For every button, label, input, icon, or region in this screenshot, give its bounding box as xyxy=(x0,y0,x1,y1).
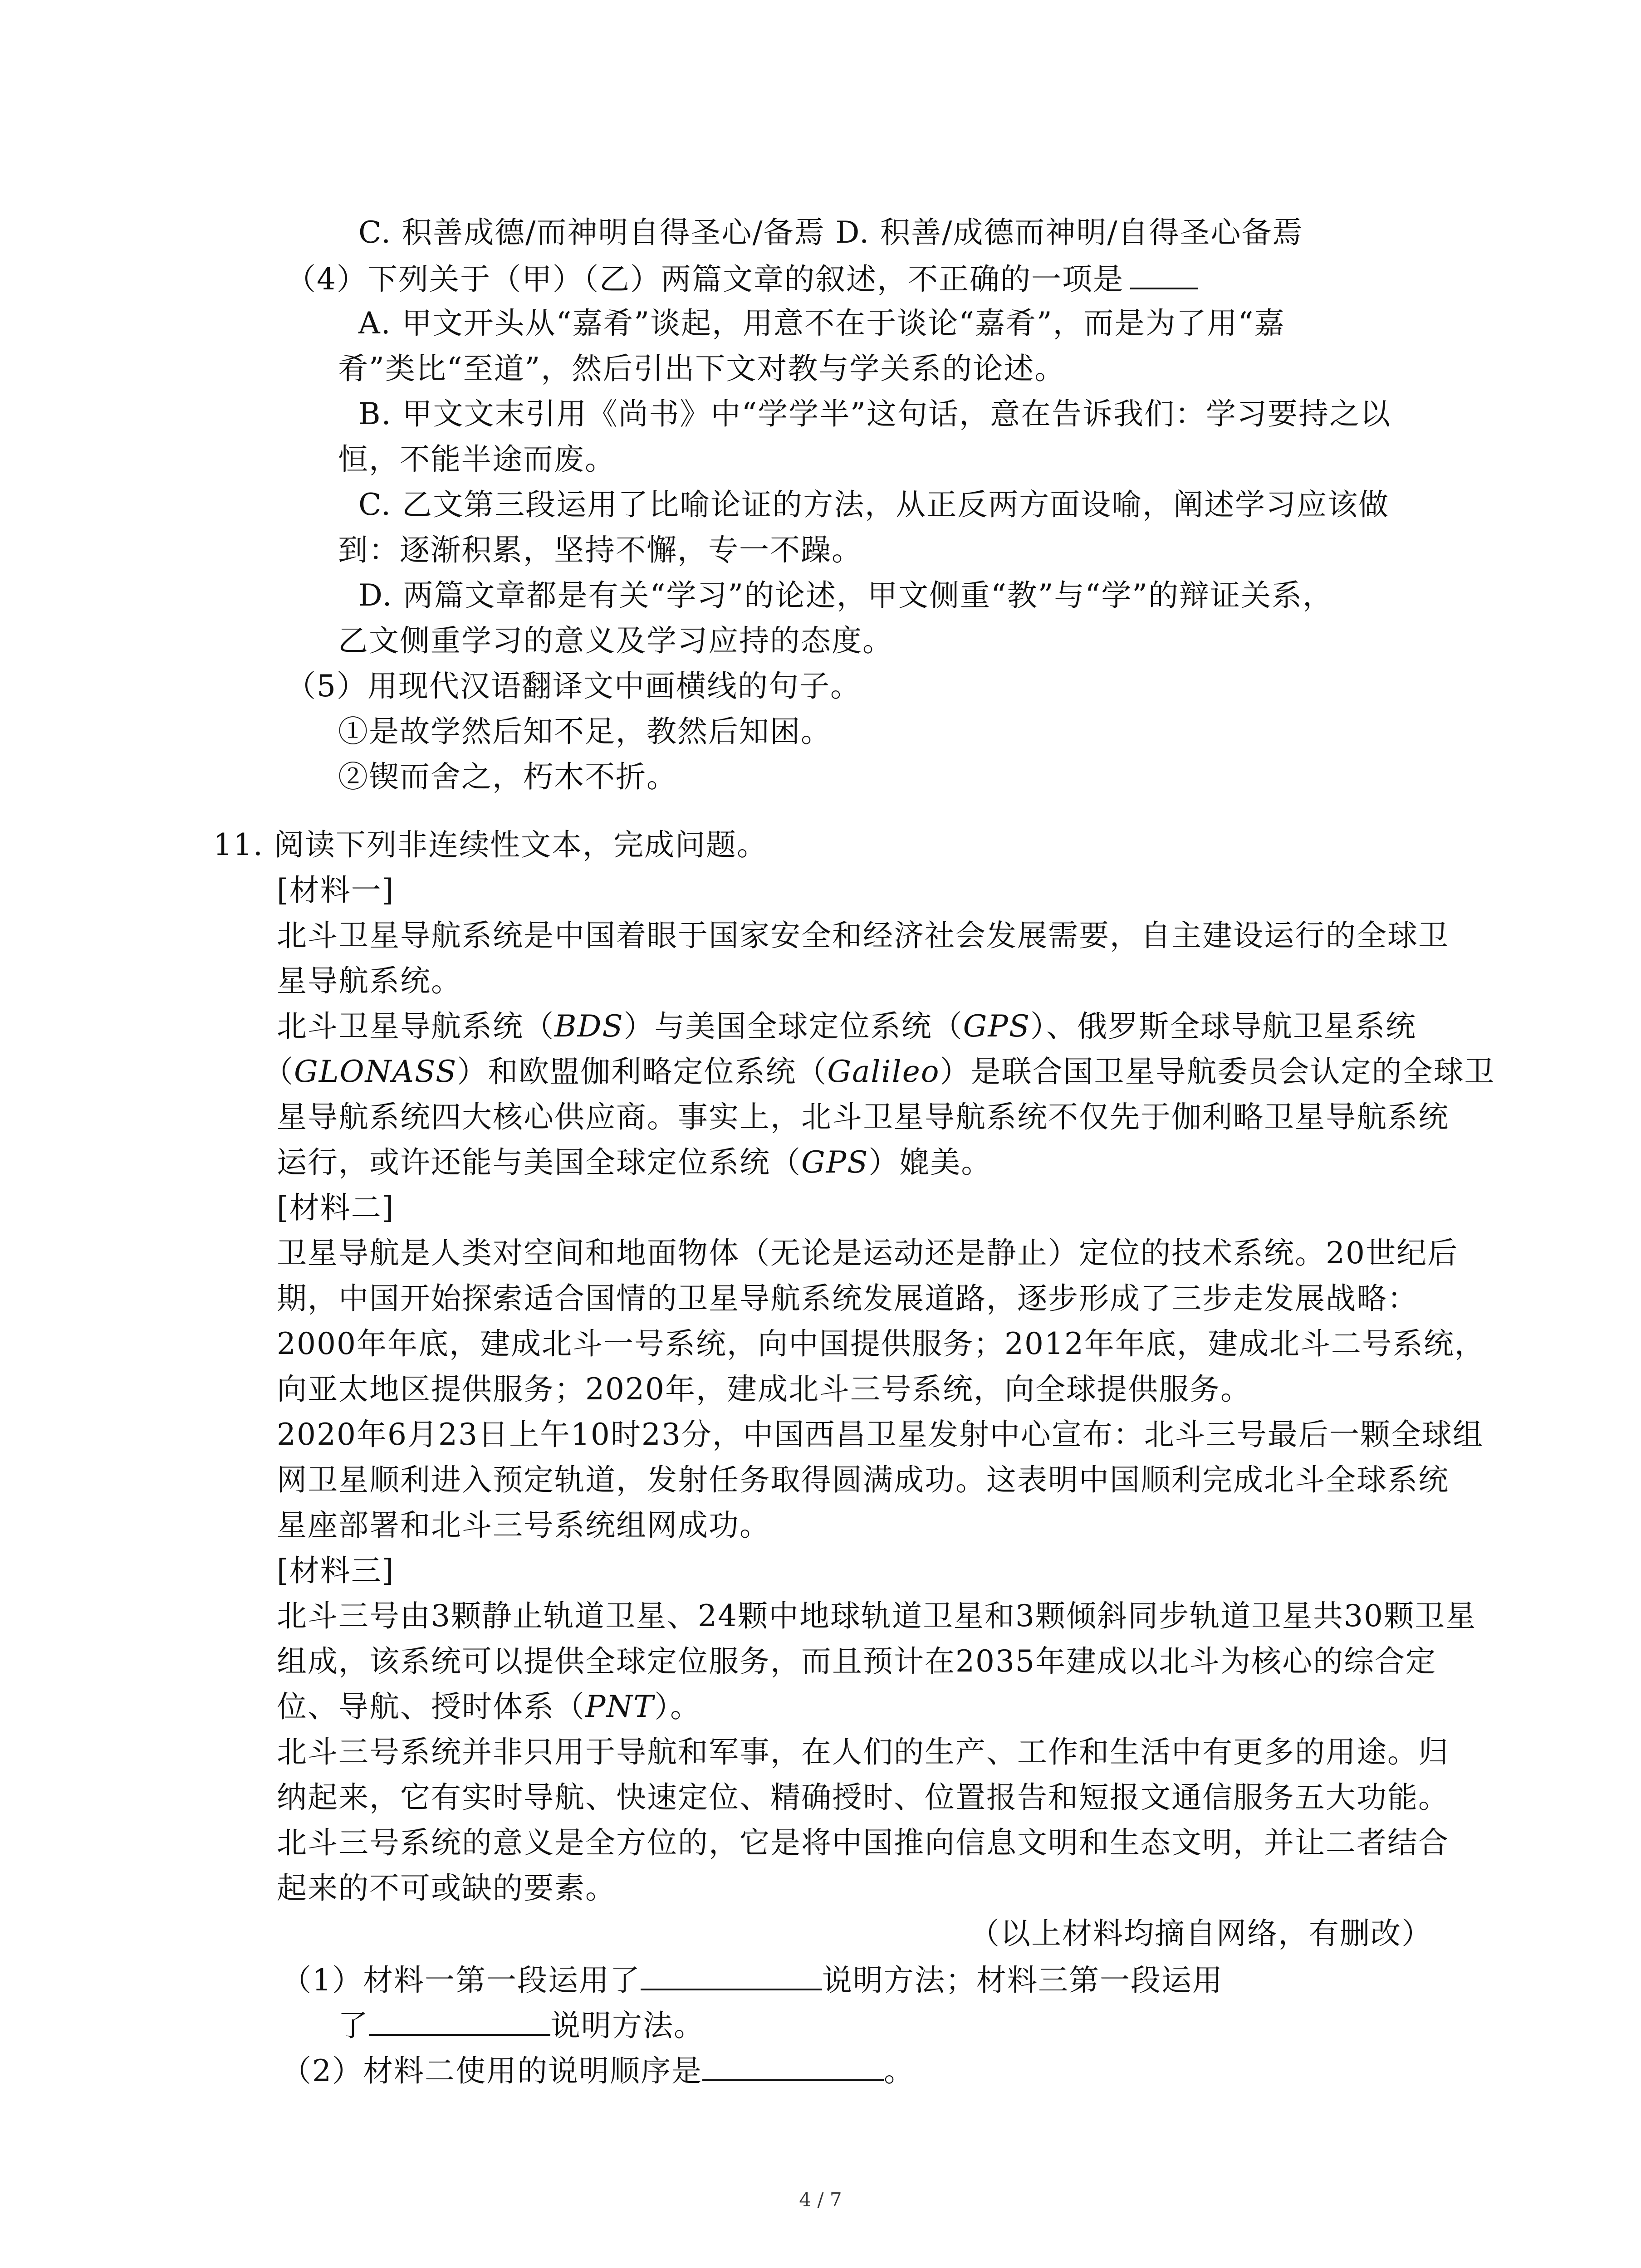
paragraph-line: 卫星导航是人类对空间和地面物体（无论是运动还是静止）定位的技术系统。20世纪后 xyxy=(277,1236,1458,1271)
answer-blank[interactable] xyxy=(369,2004,550,2036)
paragraph-line: 运行，或许还能与美国全球定位系统（GPS）媲美。 xyxy=(277,1145,992,1180)
paragraph-line: 位、导航、授时体系（PNT）。 xyxy=(277,1689,701,1724)
paragraph-line: 组成，该系统可以提供全球定位服务，而且预计在2035年建成以北斗为核心的综合定 xyxy=(277,1644,1436,1679)
paragraph-line: 2020年6月23日上午10时23分，中国西昌卫星发射中心宣布：北斗三号最后一颗全球组 xyxy=(277,1417,1484,1452)
material-2-title: [材料二] xyxy=(277,1190,395,1225)
material-3-title: [材料三] xyxy=(277,1553,395,1588)
answer-blank[interactable] xyxy=(641,1959,822,1990)
paragraph-line: 星导航系统四大核心供应商。事实上，北斗卫星导航系统不仅先于伽利略卫星导航系统 xyxy=(277,1100,1449,1134)
question-11-stem: 11. 阅读下列非连续性文本，完成问题。 xyxy=(213,827,768,862)
paragraph-line: 北斗三号由3颗静止轨道卫星、24颗中地球轨道卫星和3颗倾斜同步轨道卫星共30颗卫星 xyxy=(277,1598,1476,1633)
paragraph-line: 纳起来，它有实时导航、快速定位、精确授时、位置报告和短报文通信服务五大功能。 xyxy=(277,1780,1449,1815)
question-11-2: （2）材料二使用的说明顺序是 。 xyxy=(281,2049,915,2092)
paragraph-line: 星导航系统。 xyxy=(277,963,462,998)
option-b-cont: 恒，不能半途而废。 xyxy=(338,442,616,477)
paragraph-line: 星座部署和北斗三号系统组网成功。 xyxy=(277,1508,770,1543)
question-11-1: （1）材料一第一段运用了 说明方法；材料三第一段运用 xyxy=(281,1959,1223,2001)
answer-blank[interactable] xyxy=(1130,258,1198,289)
paragraph-line: 2000年年底，建成北斗一号系统，向中国提供服务；2012年年底，建成北斗二号系统， xyxy=(277,1326,1485,1361)
option-c-cont: 到：逐渐积累，坚持不懈，专一不躁。 xyxy=(338,533,862,567)
material-1-title: [材料一] xyxy=(277,873,395,908)
question-stem: （5）用现代汉语翻译文中画横线的句子。 xyxy=(286,669,861,704)
option-line: C. 积善成德/而神明自得圣心/备焉 D. 积善/成德而神明/自得圣心备焉 xyxy=(358,215,1303,250)
translate-sentence-1: ①是故学然后知不足，教然后知困。 xyxy=(338,714,832,749)
source-note: （以上材料均摘自网络，有删改） xyxy=(970,1916,1432,1951)
paragraph-line: 期，中国开始探索适合国情的卫星导航系统发展道路，逐步形成了三步走发展战略： xyxy=(277,1281,1418,1316)
paragraph-line: 向亚太地区提供服务；2020年，建成北斗三号系统，向全球提供服务。 xyxy=(277,1372,1251,1407)
paragraph-line: 北斗三号系统并非只用于导航和军事，在人们的生产、工作和生活中有更多的用途。归 xyxy=(277,1735,1449,1769)
option-a-cont: 肴”类比“至道”，然后引出下文对教与学关系的论述。 xyxy=(338,351,1066,386)
paragraph-line: 网卫星顺利进入预定轨道，发射任务取得圆满成功。这表明中国顺利完成北斗全球系统 xyxy=(277,1462,1449,1497)
option-b: B. 甲文文末引用《尚书》中“学学半”这句话，意在告诉我们：学习要持之以 xyxy=(358,396,1391,431)
paragraph-line: 北斗三号系统的意义是全方位的，它是将中国推向信息文明和生态文明，并让二者结合 xyxy=(277,1825,1449,1860)
answer-blank[interactable] xyxy=(702,2049,884,2081)
translate-sentence-2: ②锲而舍之，朽木不折。 xyxy=(338,759,677,794)
question-11-1-cont: 了 说明方法。 xyxy=(338,2004,705,2046)
option-d-cont: 乙文侧重学习的意义及学习应持的态度。 xyxy=(338,623,893,658)
paragraph-line: 北斗卫星导航系统（BDS）与美国全球定位系统（GPS）、俄罗斯全球导航卫星系统 xyxy=(277,1009,1416,1044)
question-stem: （4）下列关于（甲）（乙）两篇文章的叙述，不正确的一项是 xyxy=(286,258,1198,300)
page-number: 4 / 7 xyxy=(799,2189,842,2211)
option-c: C. 乙文第三段运用了比喻论证的方法，从正反两方面设喻，阐述学习应该做 xyxy=(358,487,1390,522)
paragraph-line: 起来的不可或缺的要素。 xyxy=(277,1871,616,1906)
option-a: A. 甲文开头从“嘉肴”谈起，用意不在于谈论“嘉肴”，而是为了用“嘉 xyxy=(358,306,1285,341)
option-d: D. 两篇文章都是有关“学习”的论述，甲文侧重“教”与“学”的辩证关系， xyxy=(358,578,1333,613)
paragraph-line: 北斗卫星导航系统是中国着眼于国家安全和经济社会发展需要，自主建设运行的全球卫 xyxy=(277,918,1449,953)
paragraph-line: （GLONASS）和欧盟伽利略定位系统（Galileo）是联合国卫星导航委员会认定的全球卫 xyxy=(263,1054,1495,1089)
